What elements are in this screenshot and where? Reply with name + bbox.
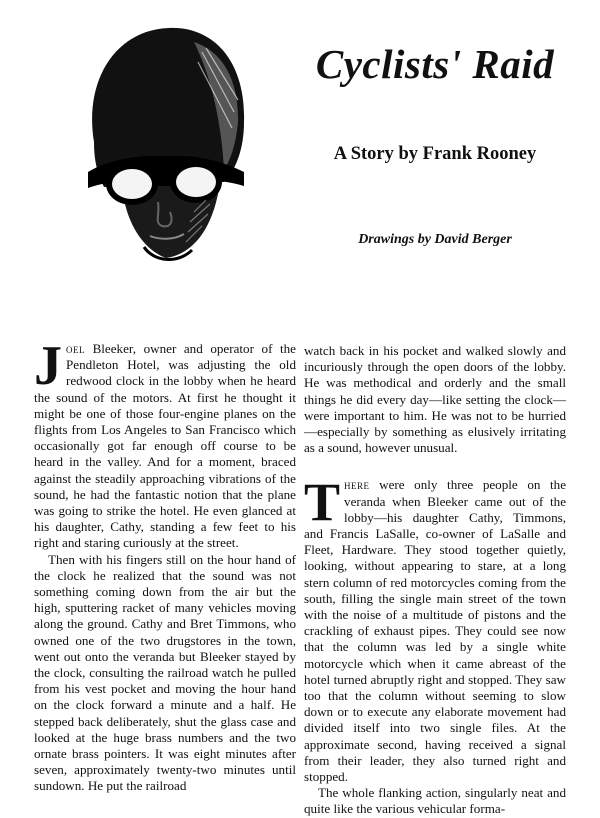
small-caps-lead: oel xyxy=(66,341,85,356)
text-column-left xyxy=(34,335,296,795)
drop-cap: J xyxy=(34,335,62,397)
paragraph-section-start xyxy=(304,472,567,785)
illustrator-credit: Drawings by David Berger xyxy=(358,232,512,247)
paragraph-text: were only three people on the veranda when Bleeker came out of the lobby—his daughter Cathy, Timmons, and Francis LaSalle, co-owner of LaSalle and Fleet, Hardware. They stood together quietly, looking, without appearing to stare, at a long stern column of red motorcycles coming from the south, filling the single main street of the town with the noise of a multitude of pistons and the crackling of exhaust pipes. They could see now that the column was led by a single white motorcycle which when it came abreast of the hotel turned abruptly right and stopped. They saw too that the column without seeming to slow down or to execute any elaborate movement had divided itself into two single files. At the approximate second, having received a signal from their leader, they also turned right and stopped. xyxy=(304,477,567,785)
helmeted-motorcyclist-with-goggles-drawing xyxy=(74,22,250,264)
paragraph: Then with his fingers still on the hour hand of the clock he realized that the sound was not something coming down from the air but the high, sputtering racket of many vehicles moving along the ground. Cathy and Bret Timmons, who owned one of the two drugstores in the town, went out onto the veranda but Bleeker stayed by the clock, consulting the railroad watch he pulled from his vest pocket and moving the hour hand on the clock forward a minute and a half. He stepped back deliberately, shut the glass case and looked at the huge brass numbers and the two ornate brass pointers. It was eight minutes after seven, approximately twenty-two minutes until sundown. He put the railroad xyxy=(34,551,296,794)
paragraph-opening xyxy=(34,335,296,552)
paragraph: The whole flanking action, singularly neat and quite like the various vehicular forma- xyxy=(304,785,566,817)
text-column-right xyxy=(304,343,566,818)
small-caps-lead: here xyxy=(344,477,370,493)
drop-cap: T xyxy=(304,472,341,533)
paragraph-continued: watch back in his pocket and walked slowly and incuriously through the open doors of the lobby. He was methodical and orderly and the small things he did every day—like setting the clock—were important to him. He was not to be hurried—especially by something as elusively irritating as a sound, however unusual. xyxy=(304,343,566,456)
paragraph-text: Bleeker, owner and operator of the Pendleton Hotel, was adjusting the old redwood clock in the lobby when he heard the sound of the motors. At first he thought it might be one of those four-engine planes on the flights from Los Angeles to San Francisco which occasionally got far enough off course to be heard in the valley. And for a moment, braced against the steadily approaching vibrations of the sound, he had the fantastic notion that the plane was going to strike the hotel. He even glanced at his daughter, Cathy, standing a few feet to his right and staring curiously at the street. xyxy=(34,341,296,551)
author-byline: A Story by Frank Rooney xyxy=(333,144,537,164)
story-title: Cyclists' Raid xyxy=(315,41,555,87)
